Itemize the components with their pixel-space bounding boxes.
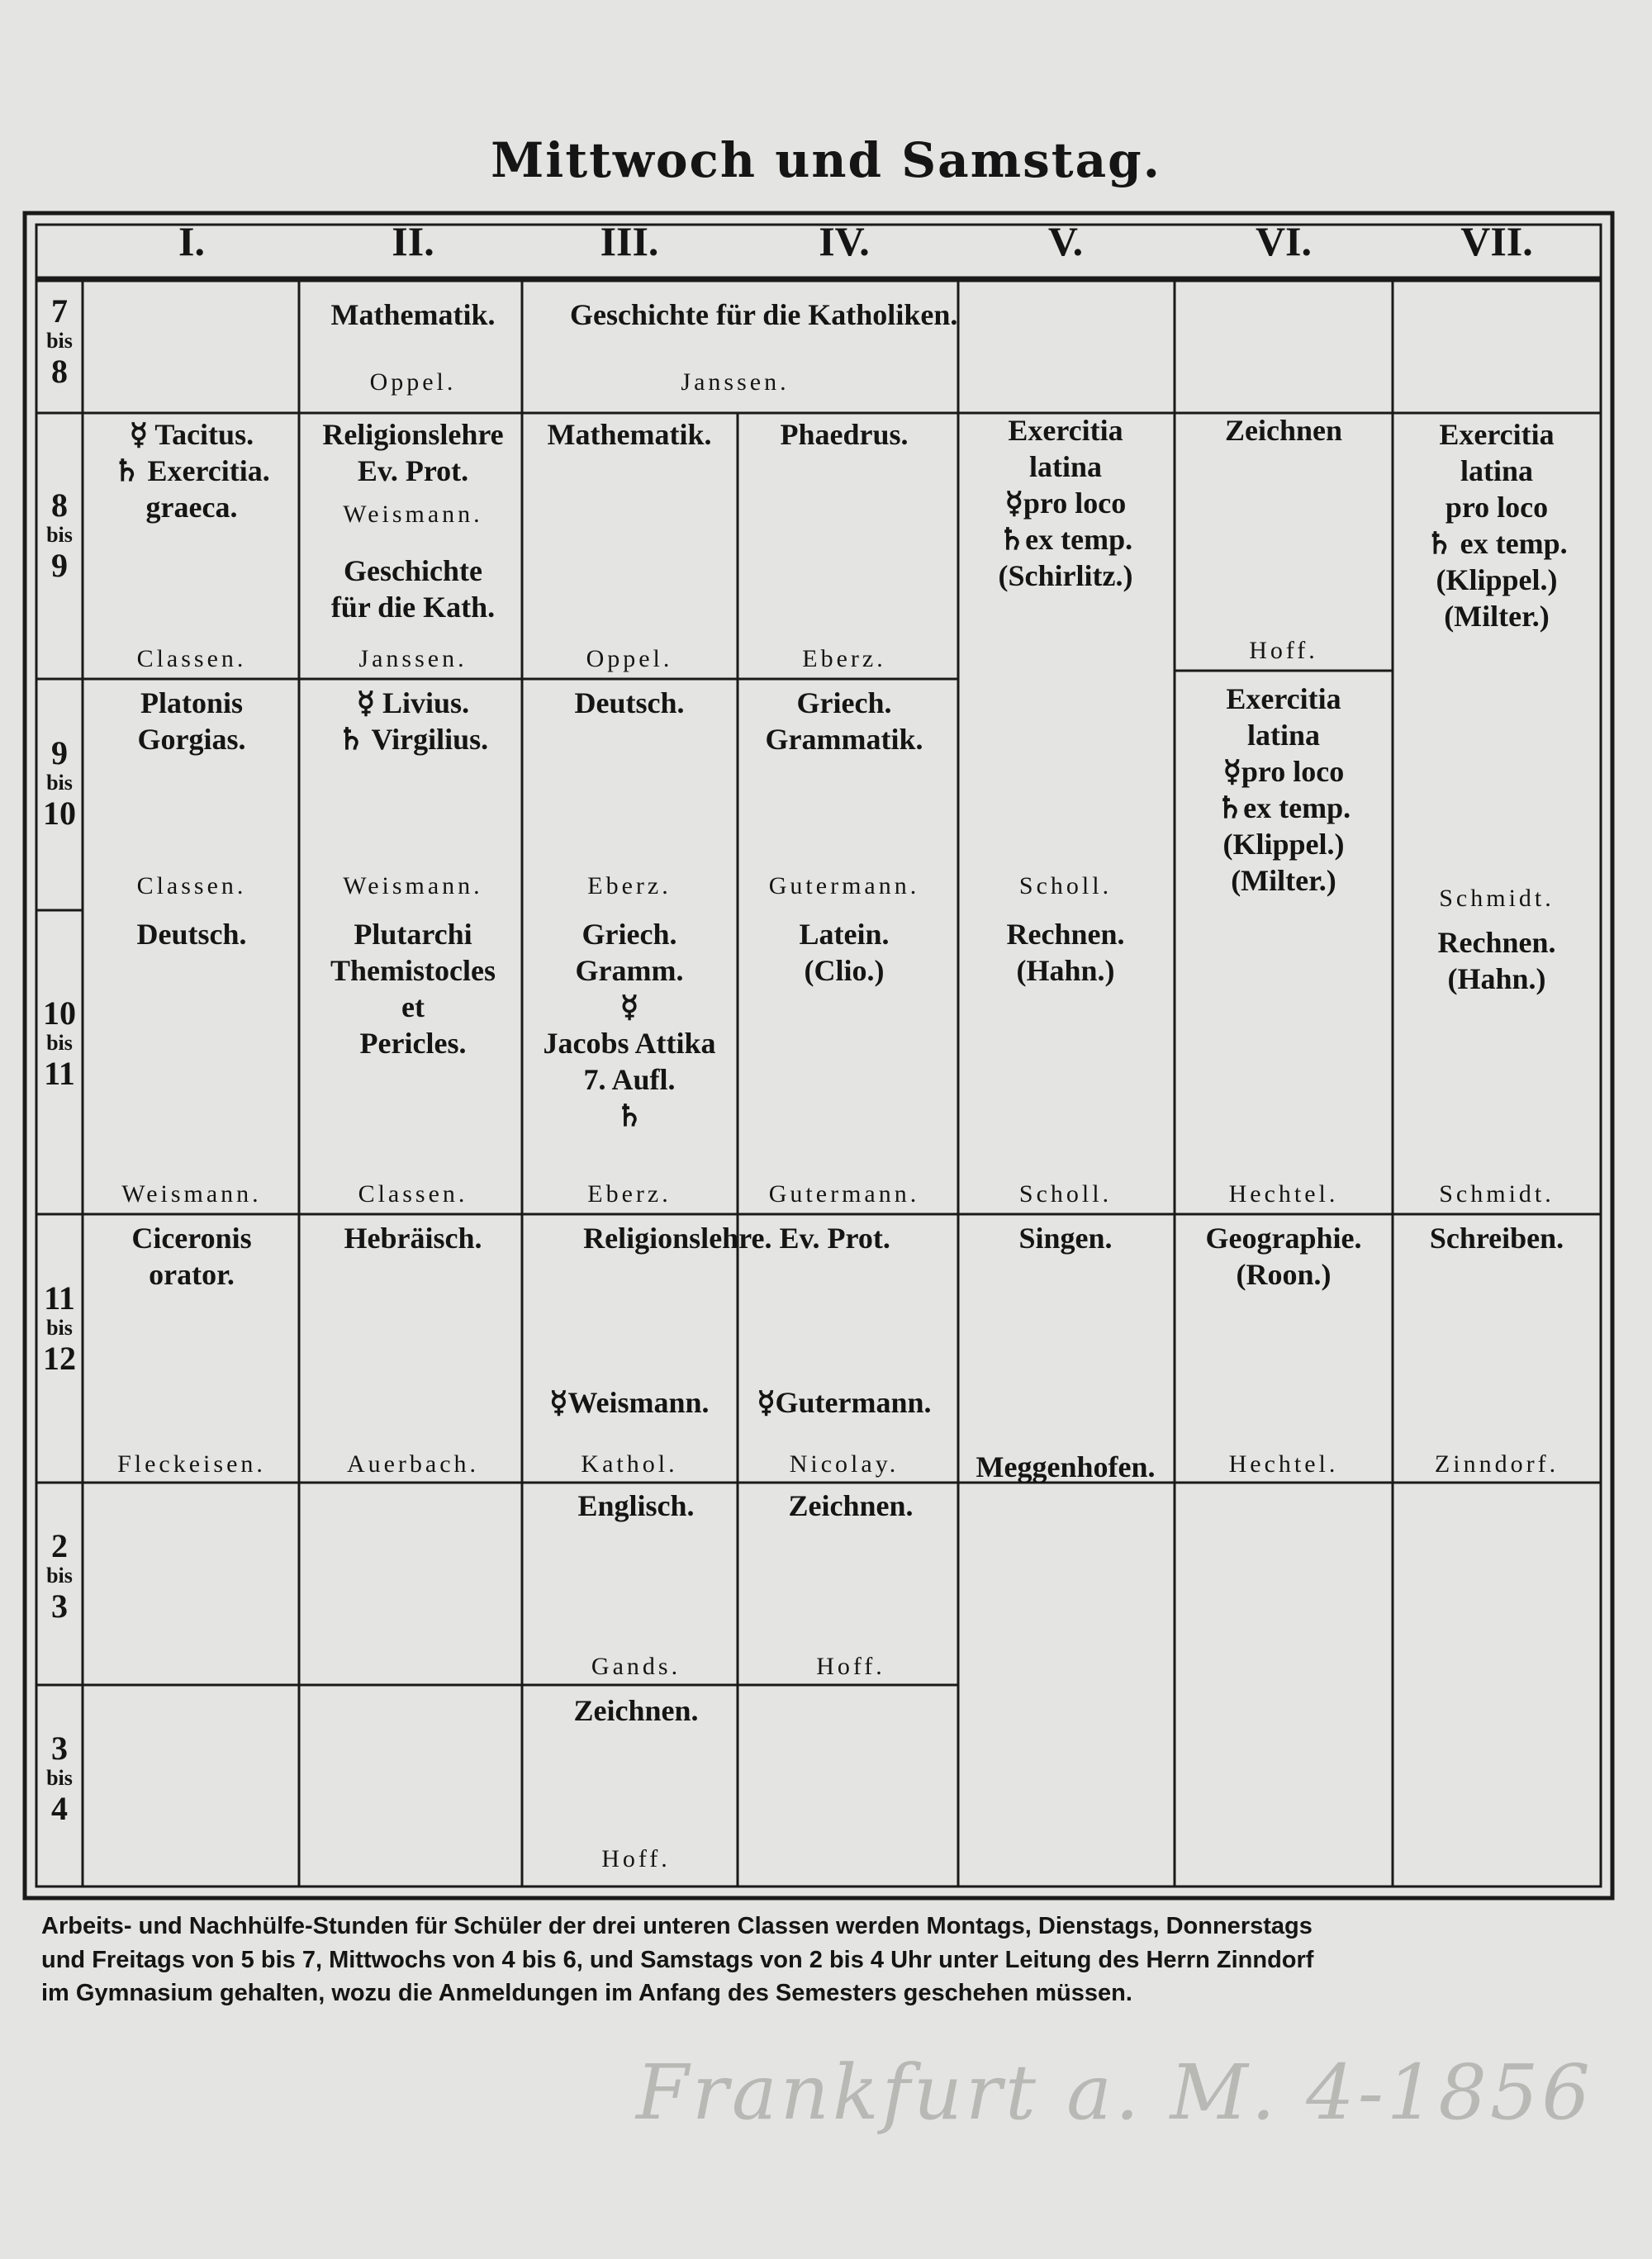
lesson-entry: ☿ Tacitus. ♄ Exercitia. graeca. [113,418,270,524]
lesson-entry: Zeichnen [1224,414,1342,447]
lesson-entry: Ciceronis orator. [131,1222,252,1291]
lesson-entry: ☿ Livius. ♄ Virgilius. [337,686,489,756]
teacher-name: Hoff. [816,1653,885,1680]
teacher-name: Kathol. [581,1450,678,1478]
lesson-entry: Geschichte für die Kath. [330,554,496,624]
teacher-name: Weismann. [343,872,483,899]
lesson-entry: Meggenhofen. [976,1450,1156,1483]
teacher-name: Weismann. [343,501,483,528]
lesson-entry: Rechnen. (Hahn.) [1006,918,1125,987]
lesson-entry: Religionslehre Ev. Prot. [322,418,504,487]
time-slot: 11 bis 12 [43,1279,76,1377]
lesson-entry: Geographie. (Roon.) [1205,1222,1362,1291]
lesson-entry: Religionslehre. Ev. Prot. [583,1222,890,1255]
lesson-entry: Mathematik. [547,418,712,451]
teacher-name: Scholl. [1018,1180,1113,1208]
teacher-name: Hechtel. [1228,1180,1339,1208]
lesson-entry: Exercitia latina ☿pro loco ♄ex temp. (Klippel.) (Milter.) [1216,682,1351,897]
teacher-name: Classen. [358,1180,468,1208]
teacher-name: Oppel. [369,368,457,396]
teacher-name: Nicolay. [789,1450,900,1478]
lesson-entry: Deutsch. [574,686,685,719]
teacher-name: Classen. [136,872,247,899]
teacher-name: Gands. [591,1653,681,1680]
lesson-entry: Exercitia latina pro loco ♄ ex temp. (Klippel.) (Milter.) [1426,418,1568,633]
lesson-entry: Rechnen. (Hahn.) [1437,926,1556,995]
lesson-entry: Exercitia latina ☿pro loco ♄ex temp. (Schirlitz.) [998,414,1133,592]
class-header: VII. [1460,218,1533,264]
teacher-name: Classen. [136,645,247,672]
teacher-name: Oppel. [586,645,673,672]
lesson-entry: Singen. [1018,1222,1113,1255]
teacher-name: Hoff. [601,1845,671,1872]
time-slot: 10 bis 11 [43,994,76,1092]
teacher-name: Eberz. [587,872,672,899]
handwritten-note: Frankfurt a. M. 4-1856 [636,2048,1593,2137]
page-title: Mittwoch und Samstag. [491,132,1161,188]
teacher-name: Gutermann. [768,1180,920,1208]
time-slot: 8 bis 9 [46,486,73,584]
teacher-name: Zinndorf. [1434,1450,1559,1478]
teacher-name: Janssen. [681,368,790,396]
lesson-entry: ☿Weismann. [549,1386,710,1419]
teacher-name: Scholl. [1018,872,1113,899]
time-slot: 3 bis 4 [46,1730,73,1827]
class-header: II. [392,218,434,264]
teacher-name: Weismann. [121,1180,262,1208]
class-header: IV. [819,218,870,264]
lesson-entry: Latein. (Clio.) [799,918,890,987]
lesson-entry: Mathematik. [330,298,496,331]
teacher-name: Gutermann. [768,872,920,899]
footnote [41,1910,1627,2010]
teacher-name: Schmidt. [1439,885,1555,912]
lesson-entry: Griech. Gramm. ☿ Jacobs Attika 7. Aufl. ♄ [543,918,716,1132]
class-header: V. [1047,218,1084,264]
teacher-name: Schmidt. [1439,1180,1555,1208]
lesson-entry: Hebräisch. [344,1222,482,1255]
teacher-name: Janssen. [358,645,468,672]
time-slot: 7 bis 8 [46,292,73,390]
footnote-line: und Freitags von 5 bis 7, Mittwochs von 4 bis 6, und Samstags von 2 bis 4 Uhr unter Leitung des Herrn Zinndorf [41,1946,1314,1973]
lesson-entry: Plutarchi Themistocles et Pericles. [330,918,496,1060]
lesson-entry: ☿Gutermann. [757,1386,932,1419]
time-slot: 9 bis 10 [43,734,76,832]
lesson-entry: Zeichnen. [788,1489,914,1522]
class-header: III. [600,218,659,264]
footnote-line: Arbeits- und Nachhülfe-Stunden für Schüler der drei unteren Classen werden Montags, Dienstags, Donnerstags [41,1913,1313,1939]
teacher-name: Eberz. [587,1180,672,1208]
lesson-entry: Zeichnen. [573,1694,699,1727]
teacher-name: Auerbach. [346,1450,480,1478]
lesson-entry: Schreiben. [1429,1222,1564,1255]
footnote-line: im Gymnasium gehalten, wozu die Anmeldungen im Anfang des Semesters geschehen müssen. [41,1980,1132,2007]
class-header: VI. [1255,218,1313,264]
lesson-entry: Englisch. [577,1489,695,1522]
lesson-entry: Deutsch. [136,918,247,951]
teacher-name: Fleckeisen. [117,1450,266,1478]
lesson-entry: Geschichte für die Katholiken. [570,298,958,331]
teacher-name: Hechtel. [1228,1450,1339,1478]
teacher-name: Eberz. [802,645,886,672]
lesson-entry: Griech. Grammatik. [765,686,923,756]
class-header: I. [178,218,205,264]
teacher-name: Hoff. [1249,637,1318,664]
lesson-entry: Platonis Gorgias. [137,686,246,756]
lesson-entry: Phaedrus. [780,418,909,451]
time-slot: 2 bis 3 [46,1527,73,1625]
